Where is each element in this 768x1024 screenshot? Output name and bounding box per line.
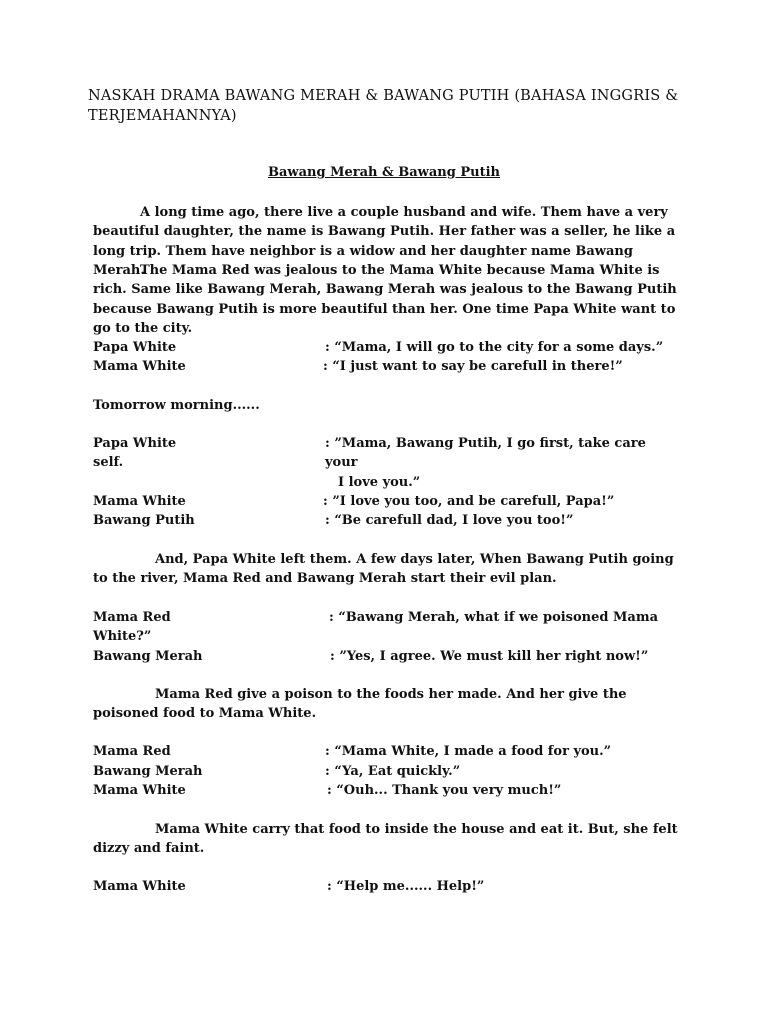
document-header	[88, 86, 688, 126]
paragraph-5: Mama Red give a poison to the foods her made. And her give the poisoned food to Mama White.	[93, 687, 627, 722]
dialogue-line: : “Be carefull dad, I love you too!”	[325, 513, 574, 528]
dialogue-speaker: Mama White	[93, 783, 186, 798]
dialogue-line: : “Ya, Eat quickly.”	[325, 764, 461, 779]
paragraph-2: The Mama Red was jealous to the Mama White because Mama White is rich. Same like Bawang Merah, Bawang Merah was jealous to the Bawang Putih because Bawang Putih is more beautiful than her. One time Papa White want to go to the city.	[93, 263, 677, 336]
dialogue-speaker: Bawang Merah	[93, 649, 203, 664]
dialogue-line: : “Ouh... Thank you very much!”	[327, 783, 562, 798]
header-line-2: TERJEMAHANNYA)	[88, 108, 237, 124]
paragraph-4: And, Papa White left them. A few days later, When Bawang Putih going to the river, Mama Red and Bawang Merah start their evil plan.	[93, 552, 674, 587]
dialogue-continuation: White?”	[93, 629, 152, 644]
dialogue-line: : ”I love you too, and be carefull, Papa!”	[323, 494, 615, 509]
dialogue-speaker: Mama Red	[93, 610, 171, 625]
dialogue-line: : “Bawang Merah, what if we poisoned Mama	[329, 610, 658, 625]
header-line-1: NASKAH DRAMA BAWANG MERAH & BAWANG PUTIH (BAHASA INGGRIS &	[88, 88, 679, 104]
dialogue-speaker: Mama White	[93, 494, 186, 509]
dialogue-speaker: Mama White	[93, 879, 186, 894]
dialogue-line: : ”Mama, Bawang Putih, I go first, take care your	[325, 436, 646, 471]
dialogue-line: : “Help me...... Help!”	[327, 879, 485, 894]
dialogue-speaker: Bawang Merah	[93, 764, 203, 779]
dialogue-speaker: Bawang Putih	[93, 513, 195, 528]
dialogue-line: : “I just want to say be carefull in there!”	[323, 359, 623, 374]
dialogue-speaker: Mama White	[93, 359, 186, 374]
dialogue-speaker: Mama Red	[93, 744, 171, 759]
dialogue-continuation: self.	[93, 455, 124, 470]
paragraph-6: Mama White carry that food to inside the house and eat it. But, she felt dizzy and faint.	[93, 822, 678, 857]
dialogue-continuation: I love you.”	[338, 475, 421, 490]
dialogue-line: : “Mama White, I made a food for you.”	[325, 744, 612, 759]
paragraph-3: Tomorrow morning......	[93, 398, 260, 413]
dialogue-speaker: Papa White	[93, 436, 177, 451]
dialogue-line: : “Mama, I will go to the city for a some days.”	[325, 340, 664, 355]
paragraph-1: A long time ago, there live a couple husband and wife. Them have a very beautiful daughter, the name is Bawang Putih. Her father was a seller, he like a long trip. Them have neighbor is a widow and her daughter name Bawang Merah.	[93, 205, 676, 278]
dialogue-line: : ”Yes, I agree. We must kill her right now!”	[330, 649, 649, 664]
story-title: Bawang Merah & Bawang Putih	[268, 165, 500, 180]
dialogue-speaker: Papa White	[93, 340, 177, 355]
